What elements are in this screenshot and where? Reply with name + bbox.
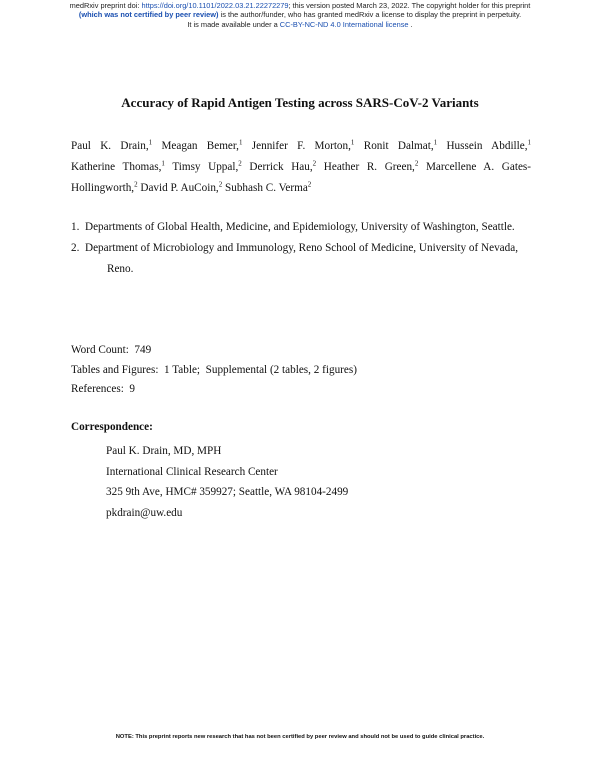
- author: Subhash C. Verma$^2$: [225, 180, 312, 194]
- peer-review-footer-note: NOTE: This preprint reports new research that has not been certified by peer review and should not be used to guide clinical practice.: [115, 734, 485, 740]
- correspondence-email[interactable]: pkdrain@uw.edu: [106, 506, 183, 519]
- affiliation-item: [71, 217, 531, 238]
- paper-title: Accuracy of Rapid Antigen Testing across SARS-CoV-2 Variants: [121, 95, 479, 110]
- banner-license-prefix: It is made available under a: [187, 19, 280, 29]
- author: Jennifer F. Morton,$^1$: [251, 138, 355, 152]
- doi-link[interactable]: https://doi.org/10.1101/2022.03.21.22272279: [141, 1, 289, 10]
- banner-line-2: [0, 10, 600, 19]
- author-list: [71, 136, 531, 199]
- correspondence-block: [106, 441, 348, 523]
- tables-figures-count: Tables and Figures: 1 Table; Supplemental (2 tables, 2 figures): [71, 363, 357, 376]
- references-count: References: 9: [71, 383, 135, 395]
- peer-review-notice: (which was not certified by peer review): [78, 10, 219, 20]
- author: Paul K. Drain,$^1$: [71, 138, 153, 152]
- author: Derrick Hau,$^2$: [249, 159, 317, 173]
- banner-copyright-text: ; this version posted March 23, 2022. The copyright holder for this preprint: [288, 1, 531, 10]
- correspondence-name: Paul K. Drain, MD, MPH: [106, 445, 222, 457]
- author: Marcellene A. Gates-: [425, 161, 532, 173]
- affiliation-text: Department of Microbiology and Immunology, Reno School of Medicine, University of Nevada, Reno.: [85, 242, 519, 275]
- license-link[interactable]: CC-BY-NC-ND 4.0 International license: [279, 19, 409, 29]
- author: Ronit Dalmat,$^1$: [363, 138, 438, 152]
- author-row-3: [71, 178, 531, 199]
- affiliation-number: 1.: [71, 221, 80, 233]
- affiliation-number: 2.: [71, 242, 80, 254]
- affiliation-item: [71, 238, 531, 280]
- affiliation-list: [71, 217, 531, 280]
- author: Timsy Uppal,$^2$: [172, 159, 242, 173]
- affiliation-text: Departments of Global Health, Medicine, and Epidemiology, University of Washington, Seattle.: [85, 221, 515, 233]
- correspondence-address: 325 9th Ave, HMC# 359927; Seattle, WA 98104-2499: [106, 486, 349, 498]
- author: Heather R. Green,$^2$: [323, 159, 419, 173]
- author: Meagan Bemer,$^1$: [161, 138, 243, 152]
- author: Katherine Thomas,$^1$: [71, 159, 165, 173]
- word-count: Word Count: 749: [71, 344, 152, 356]
- banner-line-3: [0, 20, 600, 29]
- correspondence-organization: International Clinical Research Center: [106, 465, 278, 478]
- author-row-2: [71, 157, 531, 178]
- correspondence-heading: Correspondence:: [71, 421, 153, 433]
- author-row-1: [71, 136, 531, 157]
- author: David P. AuCoin,$^2$: [140, 180, 223, 194]
- banner-doi-prefix: medRxiv preprint doi:: [69, 1, 142, 10]
- banner-license-text: is the author/funder, who has granted medRxiv a license to display the preprint in perpetuity.: [218, 10, 522, 20]
- manuscript-counts: [71, 341, 357, 400]
- preprint-banner: [0, 1, 600, 29]
- banner-license-suffix: .: [408, 19, 413, 29]
- author: Hussein Abdille,$^1$: [446, 138, 532, 152]
- author: Hollingworth,$^2$: [71, 180, 138, 194]
- banner-line-1: [0, 1, 600, 10]
